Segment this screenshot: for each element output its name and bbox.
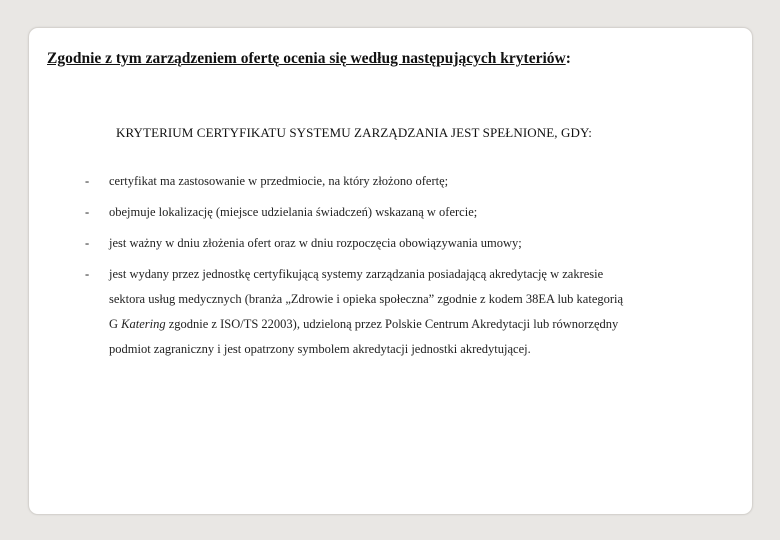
- criterion-subheading: KRYTERIUM CERTYFIKATU SYSTEMU ZARZĄDZANIA JEST SPEŁNIONE, GDY:: [116, 125, 592, 140]
- list-item-text: jest ważny w dniu złożenia ofert oraz w dniu rozpoczęcia obowiązywania umowy;: [109, 236, 522, 250]
- list-item-text-line: jest wydany przez jednostkę certyfikującą systemy zarządzania posiadającą akredytację w zakresie: [109, 267, 604, 281]
- bullet-dash: -: [85, 267, 90, 281]
- heading-underlined-text: Zgodnie z tym zarządzeniem ofertę ocenia się według następujących kryteriów: [47, 50, 566, 67]
- list-item-text-line: sektora usług medycznych (branża „Zdrowie i opieka społeczna” zgodnie z kodem 38EA lub kategorią: [109, 292, 624, 306]
- italic-term: Katering: [121, 317, 166, 331]
- list-item-text: certyfikat ma zastosowanie w przedmiocie, na który złożono ofertę;: [109, 174, 449, 188]
- list-item: [85, 231, 725, 256]
- criteria-list: [85, 169, 725, 368]
- list-item: [85, 262, 725, 362]
- list-item: [85, 169, 725, 194]
- heading-colon: :: [565, 50, 571, 67]
- text-fragment: zgodnie z ISO/TS 22003), udzieloną przez Polskie Centrum Akredytacji lub równorzędny: [165, 317, 619, 331]
- document-page: [28, 27, 753, 515]
- text-fragment: G: [109, 317, 122, 331]
- list-item: [85, 200, 725, 225]
- list-item-text-line: [109, 312, 725, 337]
- list-item-text: obejmuje lokalizację (miejsce udzielania świadczeń) wskazaną w ofercie;: [109, 205, 478, 219]
- bullet-dash: -: [85, 236, 90, 250]
- list-item-text-line: podmiot zagraniczny i jest opatrzony symbolem akredytacji jednostki akredytującej.: [109, 342, 531, 356]
- page-heading: [47, 50, 571, 68]
- bullet-dash: -: [85, 205, 90, 219]
- bullet-dash: -: [85, 174, 90, 188]
